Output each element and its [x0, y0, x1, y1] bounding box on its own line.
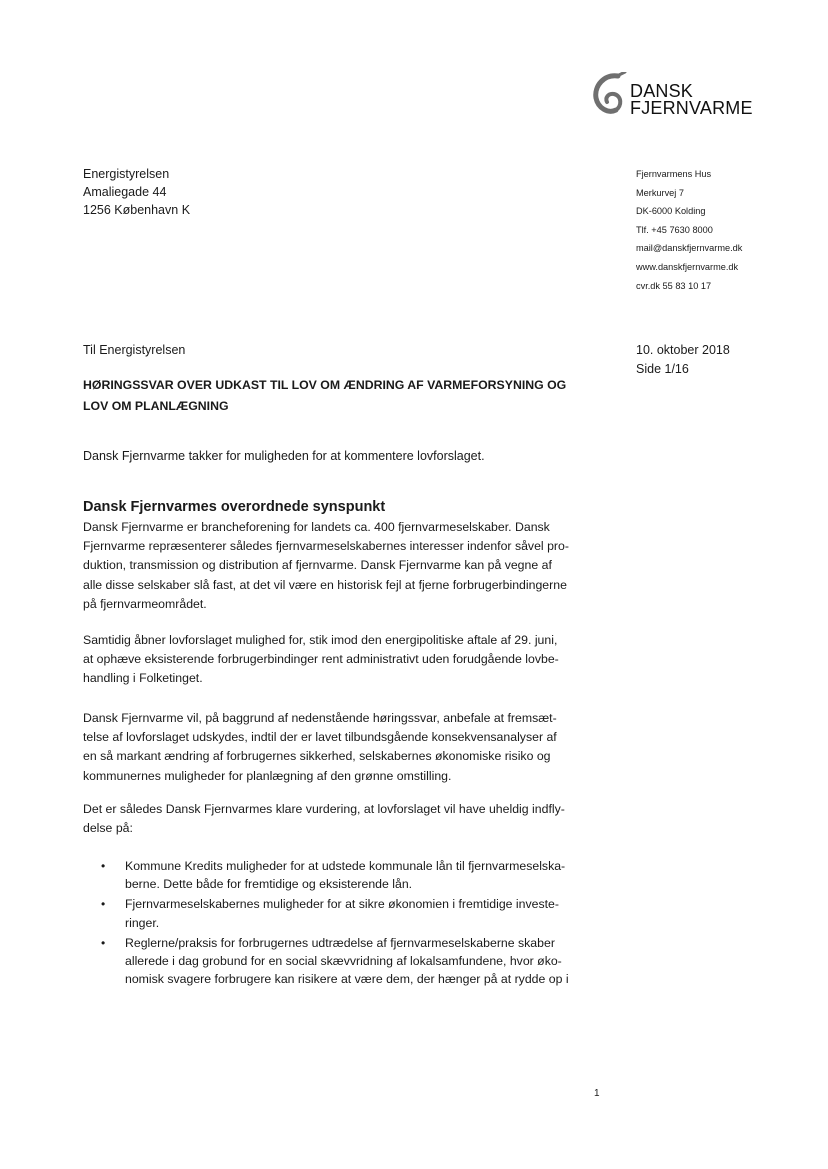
intro-text: Dansk Fjernvarme takker for muligheden for at kommentere lovforslaget.	[83, 449, 485, 463]
paragraph-line: en så markant ændring af forbrugernes sikkerhed, selskabernes økonomiske risiko og	[83, 749, 551, 764]
paragraph-line: på fjernvarmeområdet.	[83, 596, 207, 611]
list-item	[83, 857, 603, 893]
paragraph-3	[83, 709, 603, 786]
company-logo	[592, 70, 762, 120]
paragraph-line: duktion, transmission og distribution af fjernvarme. Dansk Fjernvarme kan på vegne af	[83, 558, 552, 573]
paragraph-line: telse af lovforslaget udskydes, indtil der er lavet tilbundsgående konsekvensanalyser af	[83, 730, 557, 745]
subject-line: HØRINGSSVAR OVER UDKAST TIL LOV OM ÆNDRING AF VARMEFORSYNING OG	[83, 378, 567, 392]
list-item-line: ringer.	[125, 915, 160, 930]
logo-text-line2: FJERNVARME	[630, 98, 753, 118]
paragraph-4	[83, 800, 603, 838]
paragraph-line: alle disse selskaber slå fast, at det vil være en historisk fejl at fjerne forbrugerbindingerne	[83, 577, 567, 592]
list-item	[83, 934, 603, 989]
list-item-line: Kommune Kredits muligheder for at udstede kommunale lån til fjernvarmeselska-	[125, 859, 566, 873]
logo-text-line1: DANSK	[630, 81, 694, 101]
paragraph-1	[83, 518, 603, 614]
bullet-icon: •	[101, 897, 106, 912]
paragraph-line: delse på:	[83, 821, 133, 836]
paragraph-line: kommunernes muligheder for planlægning af den grønne omstilling.	[83, 768, 452, 783]
page-number: 1	[594, 1088, 600, 1099]
list-item-line: Reglerne/praksis for forbrugernes udtrædelse af fjernvarmeselskaberne skaber	[125, 935, 555, 950]
paragraph-2	[83, 631, 603, 689]
list-item-line: berne. Dette både for fremtidige og eksisterende lån.	[125, 877, 413, 892]
sender-line: cvr.dk 55 83 10 17	[636, 280, 712, 291]
to-line: Til Energistyrelsen	[83, 343, 186, 357]
paragraph-line: Samtidig åbner lovforslaget mulighed for, stik imod den energipolitiske aftale af 29. juni,	[83, 633, 558, 647]
sender-address	[636, 165, 742, 295]
list-item-line: allerede i dag grobund for en social skævvridning af lokalsamfundene, hvor øko-	[125, 954, 562, 969]
sender-line: Fjernvarmens Hus	[636, 169, 712, 179]
recipient-line: 1256 København K	[83, 203, 191, 217]
sender-line: DK-6000 Kolding	[636, 206, 706, 217]
list-item-line: nomisk svagere forbrugere kan risikere at være dem, der hænger på at rydde op i	[125, 972, 569, 987]
paragraph-line: Dansk Fjernvarme vil, på baggrund af nedenstående høringssvar, anbefale at fremsæt-	[83, 711, 557, 725]
logo-swirl-icon	[592, 72, 628, 118]
sender-line: Merkurvej 7	[636, 187, 684, 198]
paragraph-line: handling i Folketinget.	[83, 671, 203, 686]
bullet-icon: •	[101, 935, 106, 950]
letter-date: 10. oktober 2018	[636, 343, 730, 357]
paragraph-line: Det er således Dansk Fjernvarmes klare vurdering, at lovforslaget vil have uheldig indfly-	[83, 802, 565, 816]
letter-subject	[83, 375, 623, 417]
paragraph-line: at ophæve eksisterende forbrugerbindinger rent administrativt uden forudgående lovbe-	[83, 652, 559, 667]
paragraph-line: Fjernvarme repræsenterer således fjernvarmeselskabernes interesser indenfor såvel pro-	[83, 539, 569, 554]
bullet-list	[83, 857, 603, 990]
list-item-line: Fjernvarmeselskabernes muligheder for at sikre økonomien i fremtidige investe-	[125, 897, 559, 912]
section-heading: Dansk Fjernvarmes overordnede synspunkt	[83, 499, 386, 515]
recipient-line: Amaliegade 44	[83, 185, 167, 199]
list-item	[83, 895, 603, 931]
sender-line: www.danskfjernvarme.dk	[636, 261, 739, 272]
subject-line: LOV OM PLANLÆGNING	[83, 399, 229, 413]
sender-line: Tlf. +45 7630 8000	[636, 224, 713, 235]
bullet-icon: •	[101, 859, 106, 873]
paragraph-line: Dansk Fjernvarme er brancheforening for landets ca. 400 fjernvarmeselskaber. Dansk	[83, 520, 550, 534]
sender-line: mail@danskfjernvarme.dk	[636, 243, 743, 254]
recipient-line: Energistyrelsen	[83, 167, 170, 181]
recipient-address	[83, 165, 190, 219]
page-info: Side 1/16	[636, 362, 689, 376]
